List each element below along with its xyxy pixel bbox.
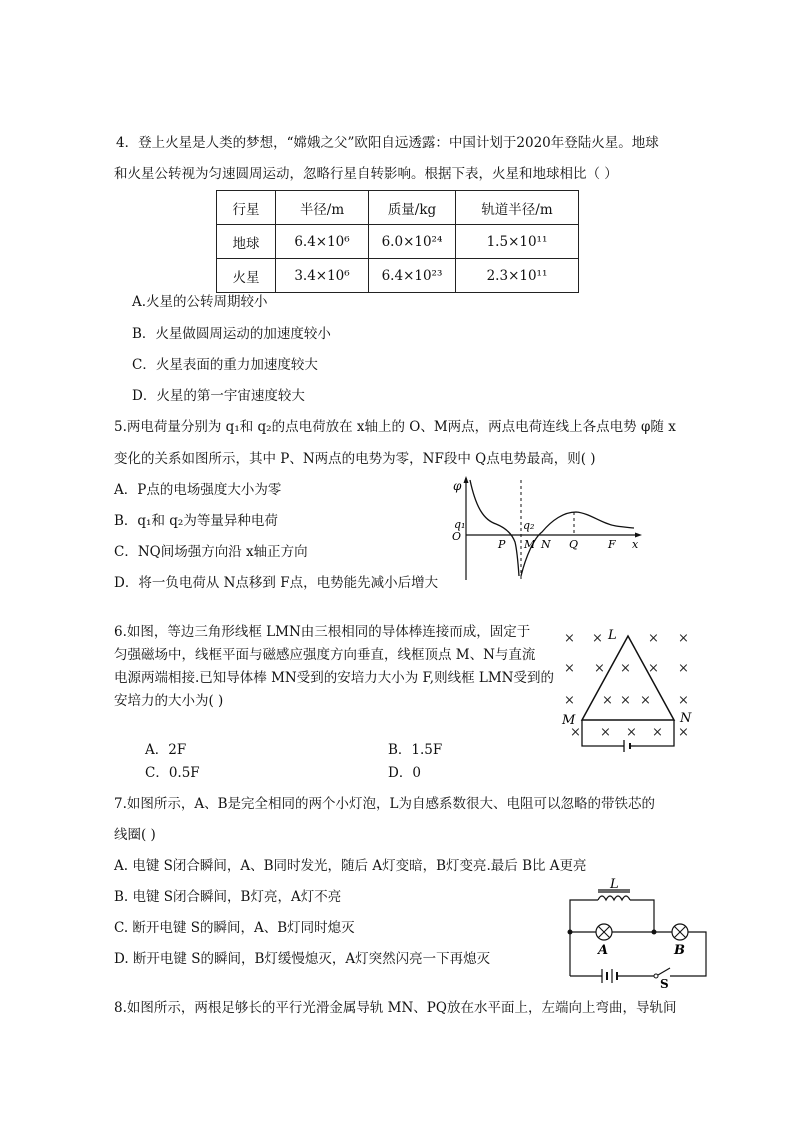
cross-mark: × xyxy=(648,631,659,646)
planet-data-table xyxy=(216,190,579,293)
table-row xyxy=(217,259,579,293)
cross-mark: × xyxy=(564,631,575,646)
graph-label-n: N xyxy=(541,538,551,551)
circuit-label-s: S xyxy=(660,977,669,991)
table-cell: 地球 xyxy=(217,225,276,259)
circuit-label-l: L xyxy=(610,877,619,892)
table-header-cell: 行星 xyxy=(217,191,276,225)
magnetic-field-crosses xyxy=(564,631,689,740)
q5-option-a: A．P点的电场强度大小为零 xyxy=(114,482,282,498)
table-header-row xyxy=(217,191,579,225)
q5-option-d: D．将一负电荷从 N点移到 F点，电势能先减小后增大 xyxy=(114,575,439,591)
potential-graph xyxy=(448,476,648,584)
graph-label-m: M xyxy=(524,538,536,551)
table-header-cell: 半径/m xyxy=(276,191,369,225)
q7-option-d: D. 断开电键 S的瞬间，B灯缓慢熄灭，A灯突然闪亮一下再熄灭 xyxy=(114,951,491,967)
q6-option-c: C．0.5F xyxy=(145,765,200,781)
cross-mark: × xyxy=(648,661,659,676)
q5-option-b: B．q₁和 q₂为等量异种电荷 xyxy=(114,513,278,529)
graph-label-q: Q xyxy=(569,538,579,551)
q4-stem-line1: 4．登上火星是人类的梦想，“嫦娥之父”欧阳自远透露：中国计划于2020年登陆火星。地球 xyxy=(116,135,659,151)
cross-mark: × xyxy=(592,631,603,646)
q6-stem-line3: 电源两端相接.已知导体棒 MN受到的安培力大小为 F,则线框 LMN受到的 xyxy=(114,670,554,686)
q5-stem-line1: 5.两电荷量分别为 q₁和 q₂的点电荷放在 x轴上的 O、M两点，两点电荷连线上各点电势 φ随 x xyxy=(114,419,676,435)
table-row xyxy=(217,225,579,259)
cross-mark: × xyxy=(626,725,637,740)
cross-mark: × xyxy=(594,661,605,676)
q8-stem-line1: 8.如图所示，两根足够长的平行光滑金属导轨 MN、PQ放在水平面上，左端向上弯曲，导轨间 xyxy=(114,1000,677,1016)
triangle-frame-figure xyxy=(556,624,700,754)
graph-label-x: x xyxy=(632,538,639,551)
q4-option-d: D．火星的第一宇宙速度较大 xyxy=(132,388,305,404)
table-header-cell: 质量/kg xyxy=(369,191,456,225)
cross-mark: × xyxy=(678,693,689,708)
cross-mark: × xyxy=(678,725,689,740)
cross-mark: × xyxy=(678,631,689,646)
q7-option-b: B. 电键 S闭合瞬间，B灯亮，A灯不亮 xyxy=(114,889,342,905)
table-cell: 火星 xyxy=(217,259,276,293)
q7-option-a: A. 电键 S闭合瞬间，A、B同时发光，随后 A灯变暗，B灯变亮.最后 B比 A更亮 xyxy=(114,858,587,874)
cross-mark: × xyxy=(620,661,631,676)
q4-option-b: B．火星做圆周运动的加速度较小 xyxy=(132,326,331,342)
cross-mark: × xyxy=(640,693,651,708)
q6-option-b: B．1.5F xyxy=(388,742,443,758)
cross-mark: × xyxy=(620,693,631,708)
graph-label-o: O xyxy=(452,530,462,543)
frame-label-l: L xyxy=(608,628,617,643)
q7-stem-line2: 线圈( ) xyxy=(114,827,156,843)
table-cell: 3.4×10⁶ xyxy=(276,259,369,293)
cross-mark: × xyxy=(600,725,611,740)
q4-option-c: C．火星表面的重力加速度较大 xyxy=(132,357,318,373)
inductor-circuit-figure xyxy=(560,876,716,991)
q5-stem-line2: 变化的关系如图所示，其中 P、N两点的电势为零，NF段中 Q点电势最高，则( ) xyxy=(114,451,596,467)
q7-option-c: C. 断开电键 S的瞬间，A、B灯同时熄灭 xyxy=(114,920,355,936)
q6-stem-line2: 匀强磁场中，线框平面与磁感应强度方向垂直，线框顶点 M、N与直流 xyxy=(114,647,536,663)
table-cell: 6.4×10⁶ xyxy=(276,225,369,259)
table-header-cell: 轨道半径/m xyxy=(456,191,579,225)
graph-label-p: P xyxy=(498,538,506,551)
table-cell: 2.3×10¹¹ xyxy=(456,259,579,293)
circuit-label-a: A xyxy=(598,943,609,958)
graph-label-q1: q₁ xyxy=(454,518,466,531)
table-cell: 6.0×10²⁴ xyxy=(369,225,456,259)
q7-stem-line1: 7.如图所示，A、B是完全相同的两个小灯泡，L为自感系数很大、电阻可以忽略的带铁芯的 xyxy=(114,796,656,812)
cross-mark: × xyxy=(652,725,663,740)
frame-label-n: N xyxy=(680,711,692,726)
cross-mark: × xyxy=(570,725,581,740)
table-cell: 1.5×10¹¹ xyxy=(456,225,579,259)
q5-option-c: C．NQ间场强方向沿 x轴正方向 xyxy=(114,544,308,560)
q6-stem-line4: 安培力的大小为( ) xyxy=(114,693,224,709)
cross-mark: × xyxy=(564,693,575,708)
graph-label-q2: q₂ xyxy=(523,519,535,532)
q6-stem-line1: 6.如图，等边三角形线框 LMN由三根相同的导体棒连接而成，固定于 xyxy=(114,624,531,640)
table-cell: 6.4×10²³ xyxy=(369,259,456,293)
graph-label-phi: φ xyxy=(453,479,462,493)
cross-mark: × xyxy=(602,693,613,708)
q6-option-d: D．0 xyxy=(388,765,421,781)
cross-mark: × xyxy=(564,661,575,676)
q4-stem-line2: 和火星公转视为匀速圆周运动，忽略行星自转影响。根据下表，火星和地球相比（ ） xyxy=(114,166,618,182)
frame-label-m: M xyxy=(562,713,576,728)
cross-mark: × xyxy=(678,661,689,676)
graph-label-f: F xyxy=(608,538,616,551)
q4-option-a: A.火星的公转周期较小 xyxy=(132,294,268,310)
circuit-label-b: B xyxy=(674,943,685,958)
q6-option-a: A．2F xyxy=(145,742,187,758)
